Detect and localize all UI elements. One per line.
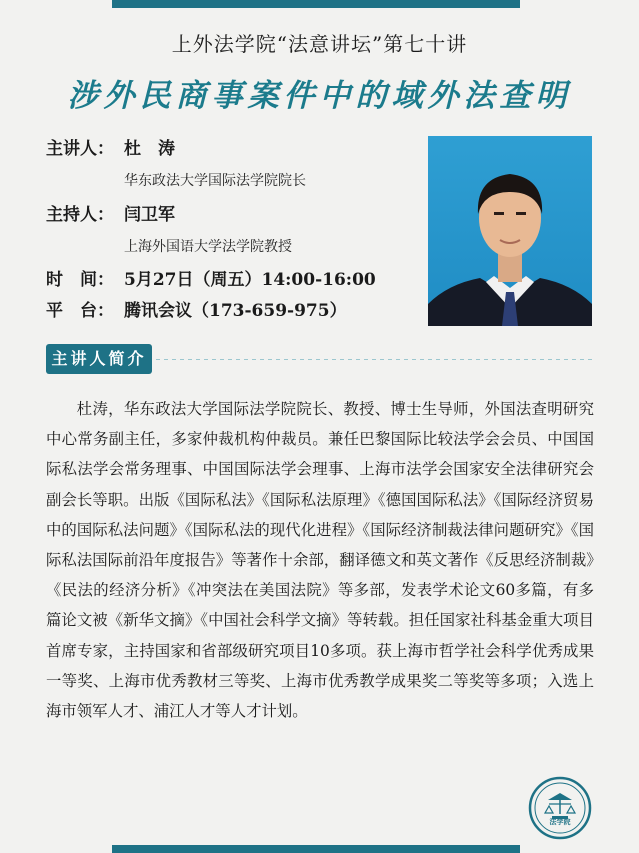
top-accent-bar bbox=[112, 0, 520, 8]
time-value: 5月27日（周五）14:00-16:00 bbox=[124, 270, 376, 290]
speaker-name: 杜 涛 bbox=[124, 139, 175, 159]
platform-row bbox=[46, 296, 347, 321]
bottom-accent-bar bbox=[112, 845, 520, 853]
law-school-seal-icon bbox=[528, 776, 592, 840]
host-affiliation: 上海外国语大学法学院教授 bbox=[124, 239, 292, 255]
host-row bbox=[46, 200, 175, 225]
platform-label: 平 台： bbox=[46, 301, 114, 321]
time-label: 时 间： bbox=[46, 270, 114, 290]
speaker-photo bbox=[428, 136, 592, 326]
host-name: 闫卫军 bbox=[124, 205, 175, 225]
speaker-row bbox=[46, 134, 175, 159]
speaker-label: 主讲人： bbox=[46, 139, 114, 159]
lecture-title: 涉外民商事案件中的域外法查明 bbox=[67, 78, 572, 114]
platform-value: 腾讯会议（173-659-975） bbox=[124, 301, 347, 321]
time-row bbox=[46, 265, 376, 290]
section-divider bbox=[156, 359, 592, 360]
lecture-series-title: 上外法学院“法意讲坛”第七十讲 bbox=[171, 32, 468, 56]
seal-school-name: 法学院 bbox=[549, 817, 571, 826]
speaker-bio-text: 杜涛，华东政法大学国际法学院院长、教授、博士生导师，外国法查明研究中心常务副主任，多家仲裁机构仲裁员。兼任巴黎国际比较法学会会员、中国国际私法学会常务理事、中国国际法学会理事、上海市法学会国家安全法律研究会副会长等职。出版《国际私法》《国际私法原理》《德国国际私法》《国际经济贸易中的国际私法问题》《国际私法的现代化进程》《国际经济制裁法律问题研究》《国际私法国际前沿年度报告》等著作十余部，翻译德文和英文著作《反思经济制裁》《民法的经济分析》《冲突法在美国法院》等多部，发表学术论文60多篇，有多篇论文被《新华文摘》《中国社会科学文摘》等转载。担任国家社科基金重大项目首席专家，主持国家和省部级研究项目10多项。获上海市哲学社会科学优秀成果一等奖、上海市优秀教材三等奖、上海市优秀教学成果奖二等奖等多项；入选上海市领军人才、浦江人才等人才计划。 bbox=[46, 400, 594, 721]
host-label: 主持人： bbox=[46, 205, 114, 225]
section-heading-bio: 主讲人简介 bbox=[46, 344, 152, 374]
speaker-affiliation: 华东政法大学国际法学院院长 bbox=[124, 173, 306, 189]
